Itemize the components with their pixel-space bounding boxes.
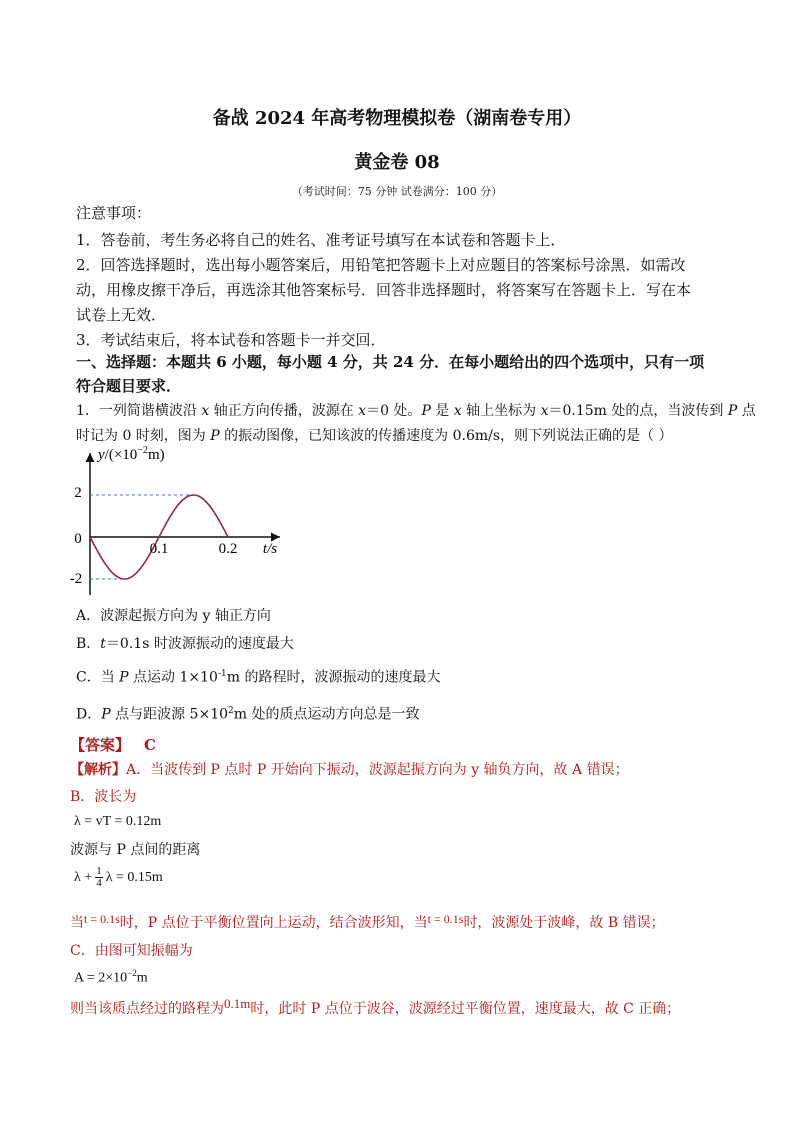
equation-amplitude	[74, 968, 148, 987]
q1-text: 轴上坐标为	[461, 403, 541, 419]
eq-part: m	[136, 970, 148, 986]
q1-text: 点	[737, 403, 756, 419]
option-b-text: ＝0.1s 时波源振动的速度最大	[105, 636, 294, 652]
q1-var: x	[540, 403, 549, 419]
y-axis-label-exp: −2	[137, 445, 148, 456]
q1-text: 1．一列简谐横波沿	[76, 403, 202, 419]
question-1-line-2	[76, 426, 672, 446]
inline-equation: 0.1m	[224, 996, 251, 1011]
option-a: A．波源起振方向为 y 轴正方向	[76, 608, 271, 624]
y-tick-label: -2	[69, 571, 83, 587]
eq-exp: −2	[127, 968, 137, 978]
note-item-2-line-1: 2．回答选择题时，选出每小题答案后，用铅笔把答题卡上对应题目的答案标号涂黑．如需改	[76, 256, 686, 274]
option-d-text: 点与距波源 5×10	[110, 706, 229, 723]
vibration-graph	[60, 445, 300, 605]
fraction-numerator: 1	[96, 865, 102, 877]
analysis-c-line	[70, 996, 681, 1019]
question-1-line-1	[76, 401, 756, 421]
note-item-1: 1．答卷前，考生务必将自己的姓名、准考证号填写在本试卷和答题卡上．	[76, 231, 566, 249]
analysis-c-head: C．由图可知振幅为	[70, 943, 193, 959]
option-d-var: P	[101, 706, 111, 723]
q1-var: P	[421, 403, 431, 419]
analysis-b-head: B．波长为	[70, 789, 137, 805]
fraction-denominator: 4	[96, 877, 102, 889]
option-d	[76, 701, 419, 725]
fraction	[95, 866, 103, 889]
q1-var: x	[453, 403, 462, 419]
x-tick-label: 0.1	[149, 541, 169, 557]
exam-info: （考试时间：75 分钟 试卷满分：100 分）	[291, 185, 503, 198]
q1-text: 时记为 0 时刻，图为	[76, 428, 211, 444]
equation-wavelength: λ = vT = 0.12m	[74, 814, 162, 829]
analysis-text: 则当该质点经过的路程为	[70, 1001, 224, 1017]
analysis-a-text: A．当波传到 P 点时 P 开始向下振动，波源起振方向为 y 轴负方向，故 A 错误；	[126, 762, 629, 778]
eq-part: λ +	[74, 869, 93, 885]
eq-part: A = 2×10	[74, 970, 128, 986]
x-axis-label: t/s	[262, 541, 278, 557]
notes-heading: 注意事项：	[76, 204, 152, 222]
q1-var: x	[358, 403, 367, 419]
section-heading-line-2: 符合题目要求．	[76, 377, 182, 395]
y-axis-label-var: y	[98, 447, 105, 463]
q1-var: P	[727, 403, 738, 419]
q1-text: 是	[430, 403, 454, 419]
y-tick-label: 2	[74, 485, 82, 501]
analysis-text: 时，此时 P 点位于波谷，波源经过平衡位置，速度最大，故 C 正确；	[250, 1001, 681, 1017]
x-tick-label: 0.2	[218, 541, 238, 557]
y-tick-label: 0	[74, 531, 82, 547]
analysis-b-line	[70, 913, 665, 933]
option-d-text: m 处的质点运动方向总是一致	[233, 706, 420, 723]
y-axis-label-unit: m)	[147, 447, 165, 463]
section-heading-line-1: 一、选择题：本题共 6 小题，每小题 4 分，共 24 分．在每小题给出的四个选项中，只有一项	[76, 353, 705, 371]
analysis-text: 当	[70, 915, 84, 931]
equation-distance	[74, 866, 163, 889]
option-b	[76, 634, 294, 654]
analysis-distance-head: 波源与 P 点间的距离	[70, 842, 201, 858]
answer-value: C	[144, 736, 156, 754]
note-item-2-line-3: 试卷上无效．	[76, 306, 167, 324]
q1-var: x	[201, 403, 210, 419]
answer-line	[70, 735, 156, 755]
y-axis-label-unit: /(×10	[104, 447, 138, 463]
option-c-text: C．当	[76, 669, 120, 686]
option-c-text: m 的路程时，波源振动的速度最大	[226, 669, 441, 686]
option-b-var: t	[100, 636, 106, 652]
option-b-text: B．	[76, 636, 101, 652]
option-c	[76, 664, 440, 688]
note-item-2-line-2: 动，用橡皮擦干净后，再选涂其他答案标号．回答非选择题时，将答案写在答题卡上．写在本	[76, 281, 692, 299]
answer-label: 【答案】	[70, 736, 131, 754]
analysis-label: 【解析】	[70, 762, 126, 778]
analysis-text: 时，波源处于波峰，故 B 错误；	[463, 915, 665, 931]
q1-var: P	[210, 428, 220, 444]
analysis-text: 时，P 点位于平衡位置向上运动，结合波形知，当	[119, 915, 428, 931]
volume-title: 黄金卷 08	[354, 152, 440, 173]
y-axis-label	[96, 445, 165, 463]
option-d-text: D．	[76, 706, 102, 723]
q1-text: ＝0 处。	[366, 403, 422, 419]
main-title: 备战 2024 年高考物理模拟卷（湖南卷专用）	[212, 108, 582, 129]
inline-equation: t = 0.1s	[427, 912, 464, 926]
eq-part: λ = 0.15m	[105, 869, 163, 885]
option-c-exp: -1	[217, 669, 227, 679]
option-d-exp: 2	[228, 706, 234, 716]
q1-text: 轴正方向传播，波源在	[209, 403, 359, 419]
note-item-3: 3．考试结束后，将本试卷和答题卡一并交回．	[76, 331, 386, 349]
inline-equation: t = 0.1s	[84, 912, 120, 926]
option-c-var: P	[119, 669, 129, 686]
analysis-line-a	[70, 760, 629, 780]
option-c-text: 点运动 1×10	[128, 669, 218, 686]
q1-text: ＝0.15m 处的点，当波传到	[548, 403, 728, 419]
q1-text: 的振动图像，已知该波的传播速度为 0.6m/s，则下列说法正确的是（ ）	[219, 428, 673, 444]
